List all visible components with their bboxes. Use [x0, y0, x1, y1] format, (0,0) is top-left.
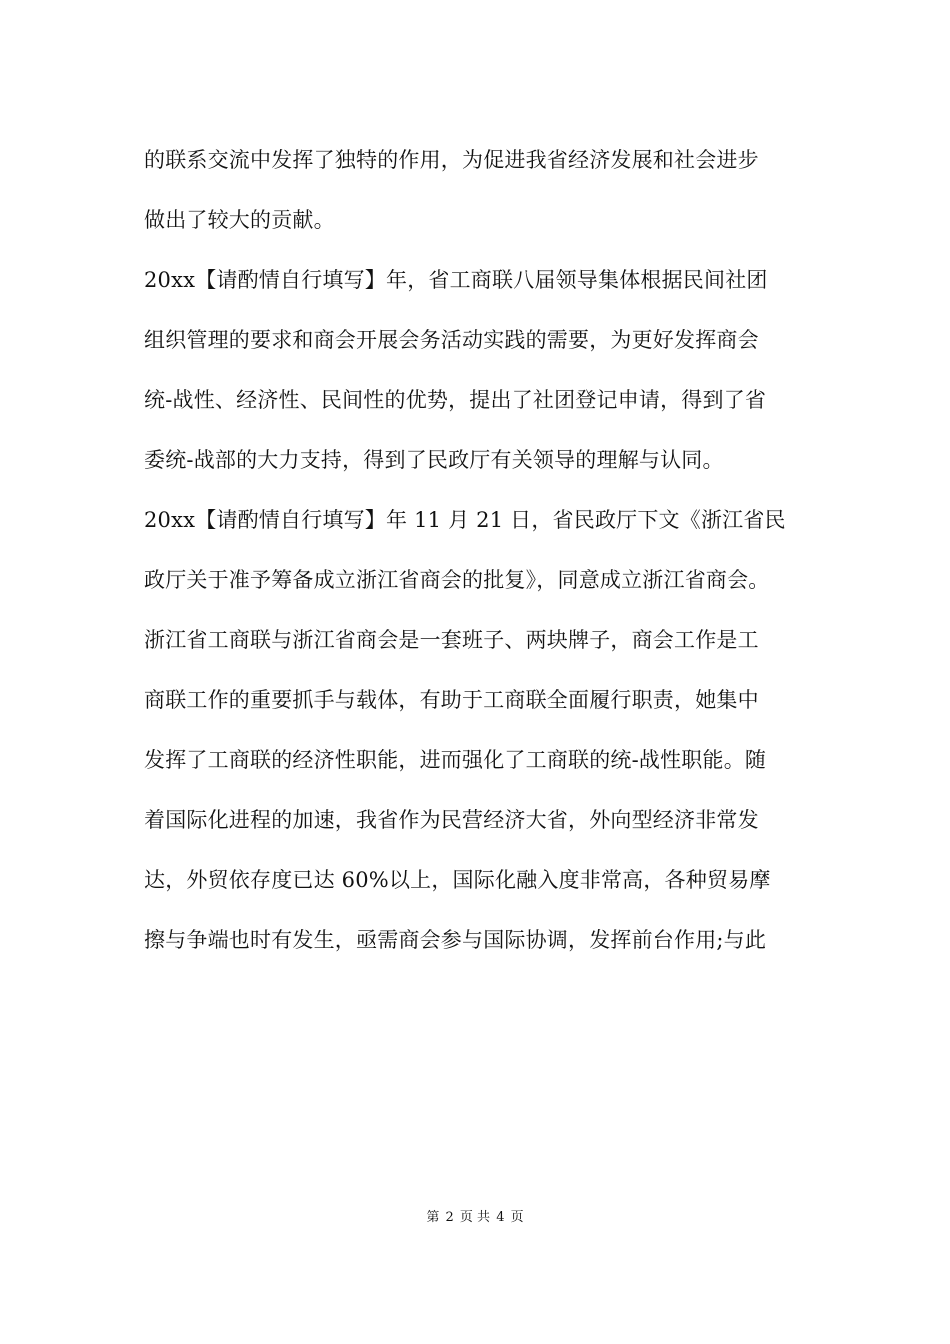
- text-line: 达，外贸依存度已达 60%以上，国际化融入度非常高，各种贸易摩: [144, 868, 771, 892]
- text-line: 做出了较大的贡献。: [144, 208, 335, 232]
- text-line: 统-战性、经济性、民间性的优势，提出了社团登记申请，得到了省: [144, 388, 767, 412]
- page-number-footer: [0, 1206, 950, 1225]
- text-line: 商联工作的重要抓手与载体，有助于工商联全面履行职责，她集中: [144, 688, 759, 712]
- footer-suffix: 页: [510, 1210, 524, 1225]
- footer-current-page: 2: [445, 1210, 454, 1225]
- text-line: 着国际化进程的加速，我省作为民营经济大省，外向型经济非常发: [144, 808, 759, 832]
- text-line: 擦与争端也时有发生，亟需商会参与国际协调，发挥前台作用;与此: [144, 928, 767, 952]
- text-line: 的联系交流中发挥了独特的作用，为促进我省经济发展和社会进步: [144, 148, 759, 172]
- text-line: 20xx【请酌情自行填写】年，省工商联八届领导集体根据民间社团: [144, 268, 768, 292]
- text-line: 组织管理的要求和商会开展会务活动实践的需要，为更好发挥商会: [144, 328, 759, 352]
- footer-total-pages: 4: [496, 1210, 505, 1225]
- text-line: 政厅关于准予筹备成立浙江省商会的批复》，同意成立浙江省商会。: [144, 568, 770, 592]
- text-line: 发挥了工商联的经济性职能，进而强化了工商联的统-战性职能。随: [144, 748, 767, 772]
- footer-middle: 页 共: [459, 1210, 491, 1225]
- text-line: 委统-战部的大力支持，得到了民政厅有关领导的理解与认同。: [144, 448, 724, 472]
- text-line: 浙江省工商联与浙江省商会是一套班子、两块牌子，商会工作是工: [144, 628, 759, 652]
- document-body: [144, 130, 824, 970]
- footer-prefix: 第: [426, 1210, 440, 1225]
- text-line: 20xx【请酌情自行填写】年 11 月 21 日，省民政厅下文《浙江省民: [144, 508, 786, 532]
